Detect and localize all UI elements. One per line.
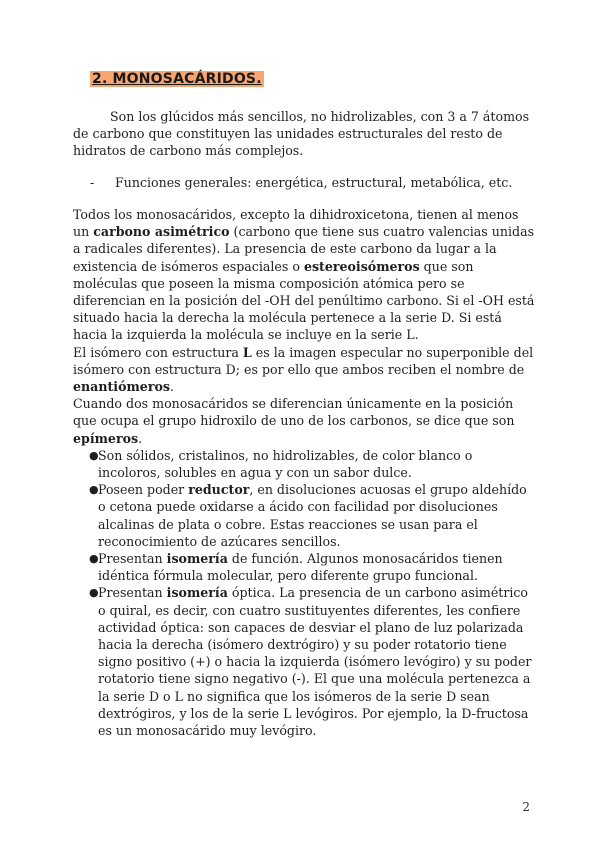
text-run: . [138, 430, 143, 446]
bold-term: isomería [166, 551, 228, 567]
list-item [73, 550, 535, 584]
list-item [73, 447, 535, 481]
bullet-marker: ● [89, 483, 99, 497]
paragraph-asymmetric-carbon [73, 206, 535, 344]
text-run: El isómero con estructura [73, 344, 243, 360]
main-content [73, 206, 535, 739]
bold-term: isomería [166, 585, 228, 601]
intro-paragraph: Son los glúcidos más sencillos, no hidrolizables, con 3 a 7 átomos de carbono que constituyen las unidades estructurales del resto de hidratos de carbono más complejos. [73, 109, 530, 159]
text-run: . [169, 379, 174, 395]
paragraph-epimers [73, 395, 535, 447]
bold-term: epímeros [73, 430, 139, 446]
text-run: Poseen poder [98, 482, 189, 498]
bullet-marker: ● [89, 552, 99, 566]
properties-list [73, 447, 535, 739]
page-number: 2 [522, 800, 530, 814]
text-run: Son sólidos, cristalinos, no hidrolizables, de color blanco o incoloros, solubles en agua y con un sabor dulce. [98, 447, 473, 481]
bullet-marker: ● [89, 448, 99, 462]
bullet-marker: ● [89, 586, 99, 600]
bold-term: estereoisómeros [303, 258, 420, 274]
text-run: Presentan [98, 585, 167, 601]
text-run: Todos los monosacáridos, excepto la dihidroxicetona, tienen al menos un [73, 207, 519, 240]
text-run: óptica. La presencia de un carbono asimétrico o quiral, es decir, con cuatro sustituyentes diferentes, les confiere actividad óptica: son capaces de desviar el plano de luz polarizada hacia la derecha (isómero dextrógiro) y su poder rotatorio tiene signo positivo (+) o hacia la izquierda (isómero levógiro) y su poder rotatorio tiene signo negativo (-). El que una molécula pertenezca a la serie D o L no significa que los isómeros de la serie D sean dextrógiros, y los de la serie L levógiros. Por ejemplo, la D-fructosa es un monosacárido muy levógiro. [98, 585, 532, 739]
text-run: es la imagen especular no superponible del isómero con estructura D; es por ello que ambos reciben el nombre de [73, 344, 534, 377]
text-run: (carbono que tiene sus cuatro valencias unidas a radicales diferentes). La presencia de este carbono da lugar a la existencia de isómeros espaciales o [73, 224, 535, 274]
list-item [73, 584, 535, 739]
text-run: Cuando dos monosacáridos se diferencian únicamente en la posición que ocupa el grupo hidroxilo de uno de los carbonos, se dice que son [73, 396, 515, 429]
bold-term: reductor [188, 482, 250, 498]
text-run: que son moléculas que poseen la misma composición atómica pero se diferencian en la posición del -OH del penúltimo carbono. Si el -OH está situado hacia la derecha la molécula pertenece a la serie D. Si está hacia la izquierda la molécula se incluye en la serie L. [73, 258, 535, 343]
text-run: , en disoluciones acuosas el grupo aldehído o cetona puede oxidarse a ácido con facilidad por disoluciones alcalinas de plata o cobre. Estas reacciones se usan para el reconocimiento de azúcares sencillos. [98, 482, 527, 549]
paragraph-enantiomers [73, 344, 535, 396]
bold-term: carbono asimétrico [93, 224, 230, 240]
text-run: de función. Algunos monosacáridos tienen idéntica fórmula molecular, pero diferente grupo funcional. [98, 551, 503, 584]
dash-marker: - [90, 175, 95, 190]
section-heading: 2. MONOSACÁRIDOS. [92, 71, 262, 87]
text-run: Presentan [98, 551, 167, 567]
dash-list-text: Funciones generales: energética, estructural, metabólica, etc. [115, 175, 513, 190]
bold-term: L [242, 344, 252, 360]
list-item [73, 481, 535, 550]
bold-term: enantiómeros [73, 379, 170, 395]
